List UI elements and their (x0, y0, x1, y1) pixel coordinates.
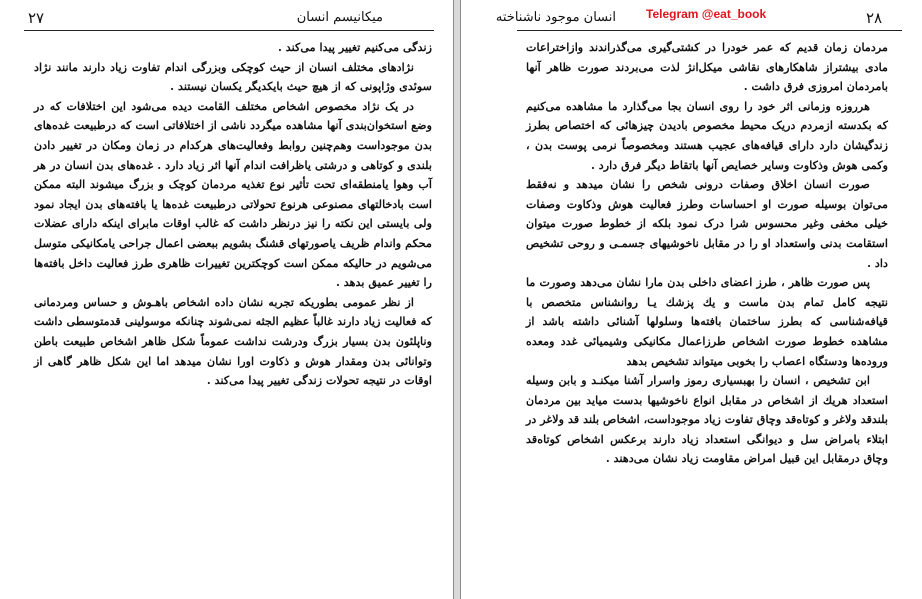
paragraph: صورت انسان اخلاق وصفات درونی شخص را نشان میدهد و نه‌فقط می‌توان بوسیله صورت او احساسات وطرز فعالیت هوش وذکاوت وصفات خیلی مخفی وغیر محسوس شرا درک نمود بلکه از خطوط صورت میتوان استقامت بدنی واستعداد او را در مقابل ناخوشیهای جسمـی و روحی تشخیص داد . (526, 177, 888, 270)
paragraph: در یک نژاد مخصوص اشخاص مختلف القامت دیده می‌شود این اختلافات که در وضع استخوان‌بندی آنها مشاهده میگردد ناشی از اختلافاتی است که درطبیعت غده‌های بدن موجوداست وهم‌چنین روابط وفعالیت‌های هرکدام در زمان ومکان در تغییر دادن بلندی و کوتاهی و درشتی یاظرافت اندام آنها اثر زیاد دارد . غده‌های بدن انسان در هر آب وهوا یامنطقه‌ای تحت تأثیر نوع تغذیه مردمان کوچک و بزرگ میشوند البته ممکن است بادخالتهای مصنوعی هرنوع تحولاتی درطبیعت غده‌ها یا بافته‌های بدن ایجاد نمود ولی بایستی این نکته را نیز درنظر داشت که غالب اوقات مابرای اینکه دارای عضلات محکم واندام ظریف یاصورتهای قشنگ بشویم ببعضی اعمال جراحی یامکانیکی متوسل می‌شویم در حالیکه ممکن است کوچکترین تغییرات ظاهری طرز فعالیت داخل بافته‌ها را تغییر عمیق بدهد . (34, 98, 432, 290)
right-body-text (526, 38, 888, 469)
left-running-head: میکانیسم انسان (296, 10, 383, 25)
left-body-text (34, 38, 432, 391)
book-gutter (453, 0, 461, 599)
paragraph: زندگی می‌کنیم تغییر پیدا می‌کند . (277, 40, 432, 54)
paragraph: هرروزه وزمانی اثر خود را روی انسان بجا می‌گذارد ما مشاهده می‌کنیم که بکدسته ازمردم دریک محیط مخصوص بادیدن چیزهائی که اختصاص بطرز زندگیشان دارد دارای قیافه‌های عجیب هستند ومخصوصاً نرمی پوست بدن ، وکمی هوش وذکاوت وسایر خصایص آنها باتقاط دیگر فرق دارد . (526, 98, 888, 172)
telegram-label: Telegram @eat_book (646, 7, 767, 21)
left-page (0, 0, 453, 599)
paragraph: مردمان زمان قدیم که عمر خودرا در کشتی‌گیری می‌گذراندند وازاختراعات مادی بیشتراز شاهکارهای نقاشی میکل‌انژ لذت می‌بردند صورت ظاهر آنها بامردمان امروزی فرق داشت . (526, 40, 888, 94)
right-page-number: ۲۸ (866, 9, 883, 27)
paragraph: از نظر عمومی بطوریکه تجربه نشان داده اشخاص باهـوش و حساس ومردمانی که فعالیت زیاد دارند غالباً عظیم الجثه نمی‌شوند چنانکه موسولینی قدمتوسطی داشت وناپلئون بدن بسیار بزرگ ودرشت نداشت عموماً شکل ظاهر اشخاص طبیعت باطن وتوانائی بدن ومقدار هوش و ذکاوت اورا نشان میدهد اما این شکل ظاهر گاهی از اوقات در نتیجه تحولات زندگی تغییر پیدا می‌کند . (34, 294, 432, 388)
paragraph: ابن تشخیص ، انسان را بهبسیاری رموز واسرار آشنا میکنـد و بابن وسیله استعداد هریك از اشخاص در مقابل انواع ناخوشیها بدست میاید بین مردمان بلندقد ولاغر و کوتاه‌قد وچاق تفاوت زیاد موجوداست، اشخاص بلند قد ولاغر در ابتلاء بامراض سل و دیوانگی استعداد زیاد دارند برعکس اشخاص کوتاه‌قد وچاق درمقابل این قبیل امراض مقاومت زیاد نشان می‌دهند . (525, 373, 888, 466)
left-page-number: ۲۷ (28, 9, 45, 27)
right-header-rule (517, 30, 902, 31)
right-page (461, 0, 922, 599)
left-header-rule (24, 30, 434, 31)
paragraph: نژادهای مختلف انسان از حیث کوچکی وبزرگی اندام تفاوت زیاد دارند مانند نژاد سوئدی وژاپونی که از هیچ حیث بایکدیگر یکسان نیستند . (34, 59, 432, 94)
right-running-head: انسان موجود ناشناخته (495, 10, 616, 25)
paragraph: پس صورت ظاهر ، طرز اعضای داخلی بدن مارا نشان می‌دهد وصورت ما نتیجه کامل تمام بدن ماست و یك پزشك یـا روانشناس متخصص با قیافه‌شناسی که بطرز ساختمان بافته‌ها وسلولها آشنائی داشته باشد از مشاهده خطوط صورت اشخاص طرزاعمال مکانیکی وشیمیائی غدد ومعده وروده‌ها ودستگاه اعصاب را بخوبی میتواند تشخیص بدهد (526, 275, 888, 368)
